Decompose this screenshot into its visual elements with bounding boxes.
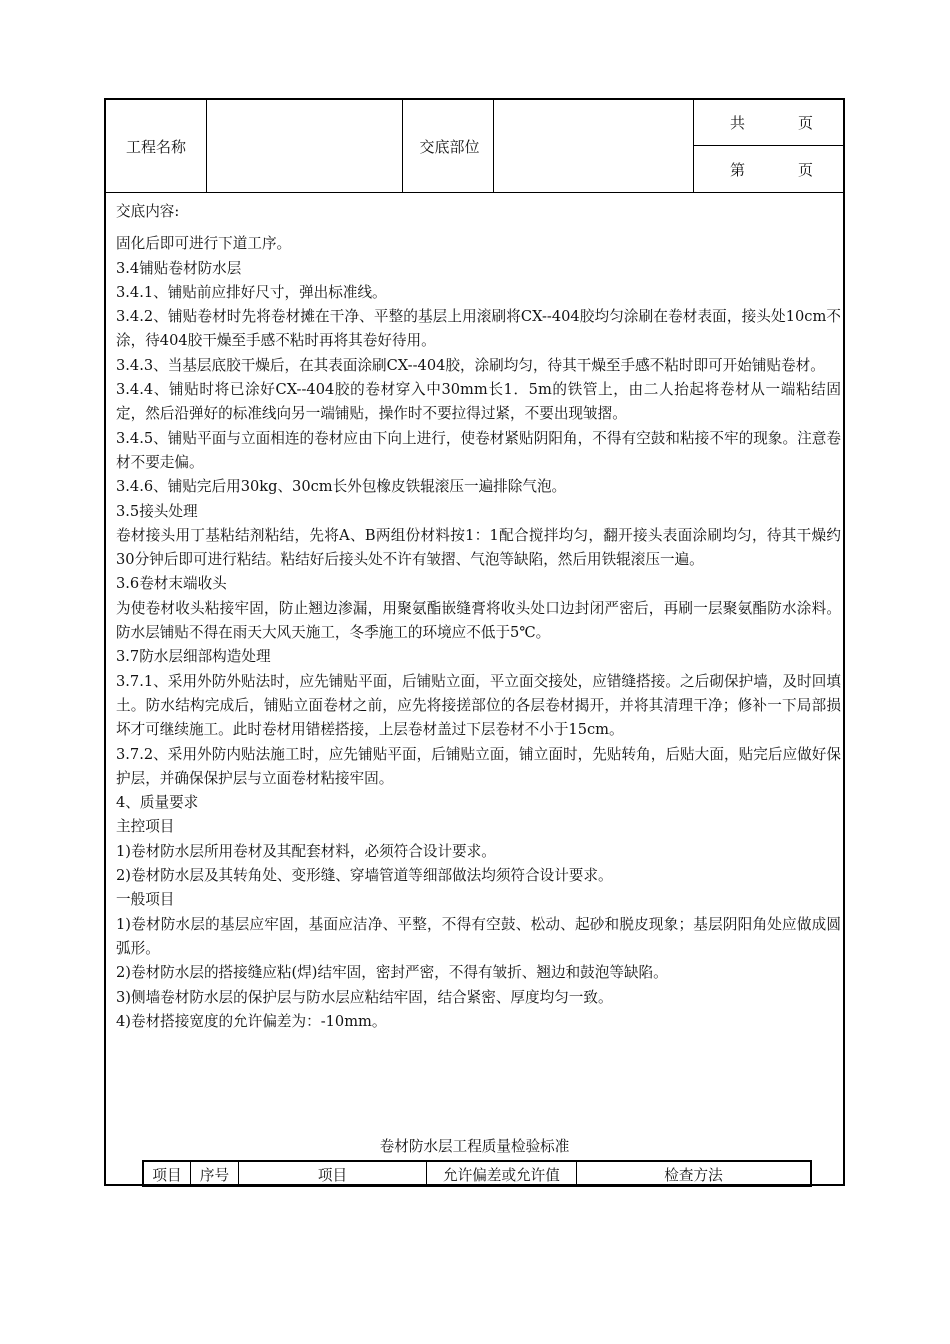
content-paragraph: 3.7.1、采用外防外贴法时，应先铺贴平面，后铺贴立面，平立面交接处，应错缝搭接。之后砌保护墙，及时回填土。防水结构完成后，铺贴立面卷材之前，应先将接搓部位的各层卷材揭开，并将其清理干净；修补一下局部损坏才可继续施工。此时卷材用错槎搭接，上层卷材盖过下层卷材不小于15cm。	[116, 672, 841, 739]
content-paragraph: 1)卷材防水层所用卷材及其配套材料，必须符合设计要求。	[116, 842, 496, 860]
content-paragraph: 3.4.1、铺贴前应排好尺寸，弹出标准线。	[116, 283, 387, 301]
content-paragraph: 3.4.4、铺贴时将已涂好CX--404胶的卷材穿入中30mm长1．5m的铁管上，由二人抬起将卷材从一端粘结固定，然后沿弹好的标准线向另一端铺贴，操作时不要拉得过紧，不要出现皱摺。	[116, 381, 841, 423]
col-header: 允许偏差或允许值	[427, 1161, 577, 1187]
content-paragraph: 卷材接头用丁基粘结剂粘结，先将A、B两组份材料按1：1配合搅拌均匀，翻开接头表面涂刷均匀，待其干燥约30分钟后即可进行粘结。粘结好后接头处不许有皱摺、气泡等缺陷，然后用铁辊滚压一遍。	[116, 526, 841, 569]
content-paragraph: 3.6卷材末端收头	[116, 575, 227, 593]
table-header-row	[143, 1161, 811, 1187]
project-name-label: 工程名称	[125, 137, 186, 156]
handover-sheet	[104, 98, 845, 1186]
content-paragraph: 1)卷材防水层的基层应牢固，基面应洁净、平整，不得有空鼓、松动、起砂和脱皮现象；基层阴阳角处应做成圆弧形。	[116, 915, 841, 957]
total-pages-suffix: 页	[798, 114, 814, 132]
handover-position-value[interactable]	[494, 100, 694, 192]
content-paragraph: 4、质量要求	[116, 794, 199, 812]
content-paragraph: 3)侧墙卷材防水层的保护层与防水层应粘结牢固，结合紧密、厚度均匀一致。	[116, 988, 613, 1006]
table-caption: 卷材防水层工程质量检验标准	[379, 1138, 570, 1155]
content-paragraph: 2)卷材防水层及其转角处、变形缝、穿墙管道等细部做法均须符合设计要求。	[116, 867, 613, 885]
content-paragraph: 固化后即可进行下道工序。	[116, 235, 292, 253]
content-paragraph: 3.7防水层细部构造处理	[116, 648, 271, 666]
col-header: 检查方法	[577, 1161, 812, 1187]
content-paragraph: 3.4.3、当基层底胶干燥后，在其表面涂刷CX--404胶，涂刷均匀，待其干燥至手感不粘时即可开始铺贴卷材。	[116, 356, 825, 374]
content-paragraph: 3.4.2、铺贴卷材时先将卷材摊在干净、平整的基层上用滚刷将CX--404胶均匀涂刷在卷材表面，接头处10cm不涂，待404胶干燥至手感不粘时再将其卷好待用。	[116, 308, 841, 350]
content-paragraph: 4)卷材搭接宽度的允许偏差为：-10mm。	[116, 1012, 387, 1030]
handover-position-label: 交底部位	[419, 137, 480, 156]
total-pages	[694, 100, 843, 146]
col-header: 序号	[191, 1161, 239, 1187]
content-paragraph: 3.4.5、铺贴平面与立面相连的卷材应由下向上进行，使卷材紧贴阴阳角，不得有空鼓和粘接不牢的现象。注意卷材不要走偏。	[116, 429, 841, 471]
content-paragraph: 一般项目	[116, 891, 175, 909]
total-pages-prefix: 共	[730, 114, 746, 132]
content-paragraph: 3.4.6、铺贴完后用30kg、30cm长外包橡皮铁辊滚压一遍排除气泡。	[116, 478, 567, 496]
content-paragraph: 3.5接头处理	[116, 502, 198, 520]
col-header: 项目	[143, 1161, 191, 1187]
project-name-value[interactable]	[207, 100, 402, 192]
paragraph-list	[116, 232, 841, 1034]
handover-content	[116, 200, 841, 1034]
content-paragraph: 3.4铺贴卷材防水层	[116, 259, 242, 277]
col-header: 项目	[239, 1161, 427, 1187]
current-page-prefix: 第	[730, 160, 746, 179]
quality-table	[142, 1160, 812, 1187]
content-paragraph: 3.7.2、采用外防内贴法施工时，应先铺贴平面，后铺贴立面，铺立面时，先贴转角，后贴大面，贴完后应做好保护层，并确保保护层与立面卷材粘接牢固。	[116, 745, 841, 787]
content-paragraph: 主控项目	[116, 818, 175, 836]
current-page-suffix: 页	[798, 160, 814, 179]
content-paragraph: 2)卷材防水层的搭接缝应粘(焊)结牢固，密封严密，不得有皱折、翘边和鼓泡等缺陷。	[116, 964, 668, 982]
content-heading: 交底内容:	[116, 203, 180, 220]
content-paragraph: 为使卷材收头粘接牢固，防止翘边渗漏，用聚氨酯嵌缝膏将收头处口边封闭严密后，再刷一层聚氨酯防水涂料。防水层铺贴不得在雨天大风天施工，冬季施工的环境应不低于5℃。	[116, 599, 841, 642]
current-page	[694, 146, 843, 192]
header-row	[106, 100, 843, 193]
